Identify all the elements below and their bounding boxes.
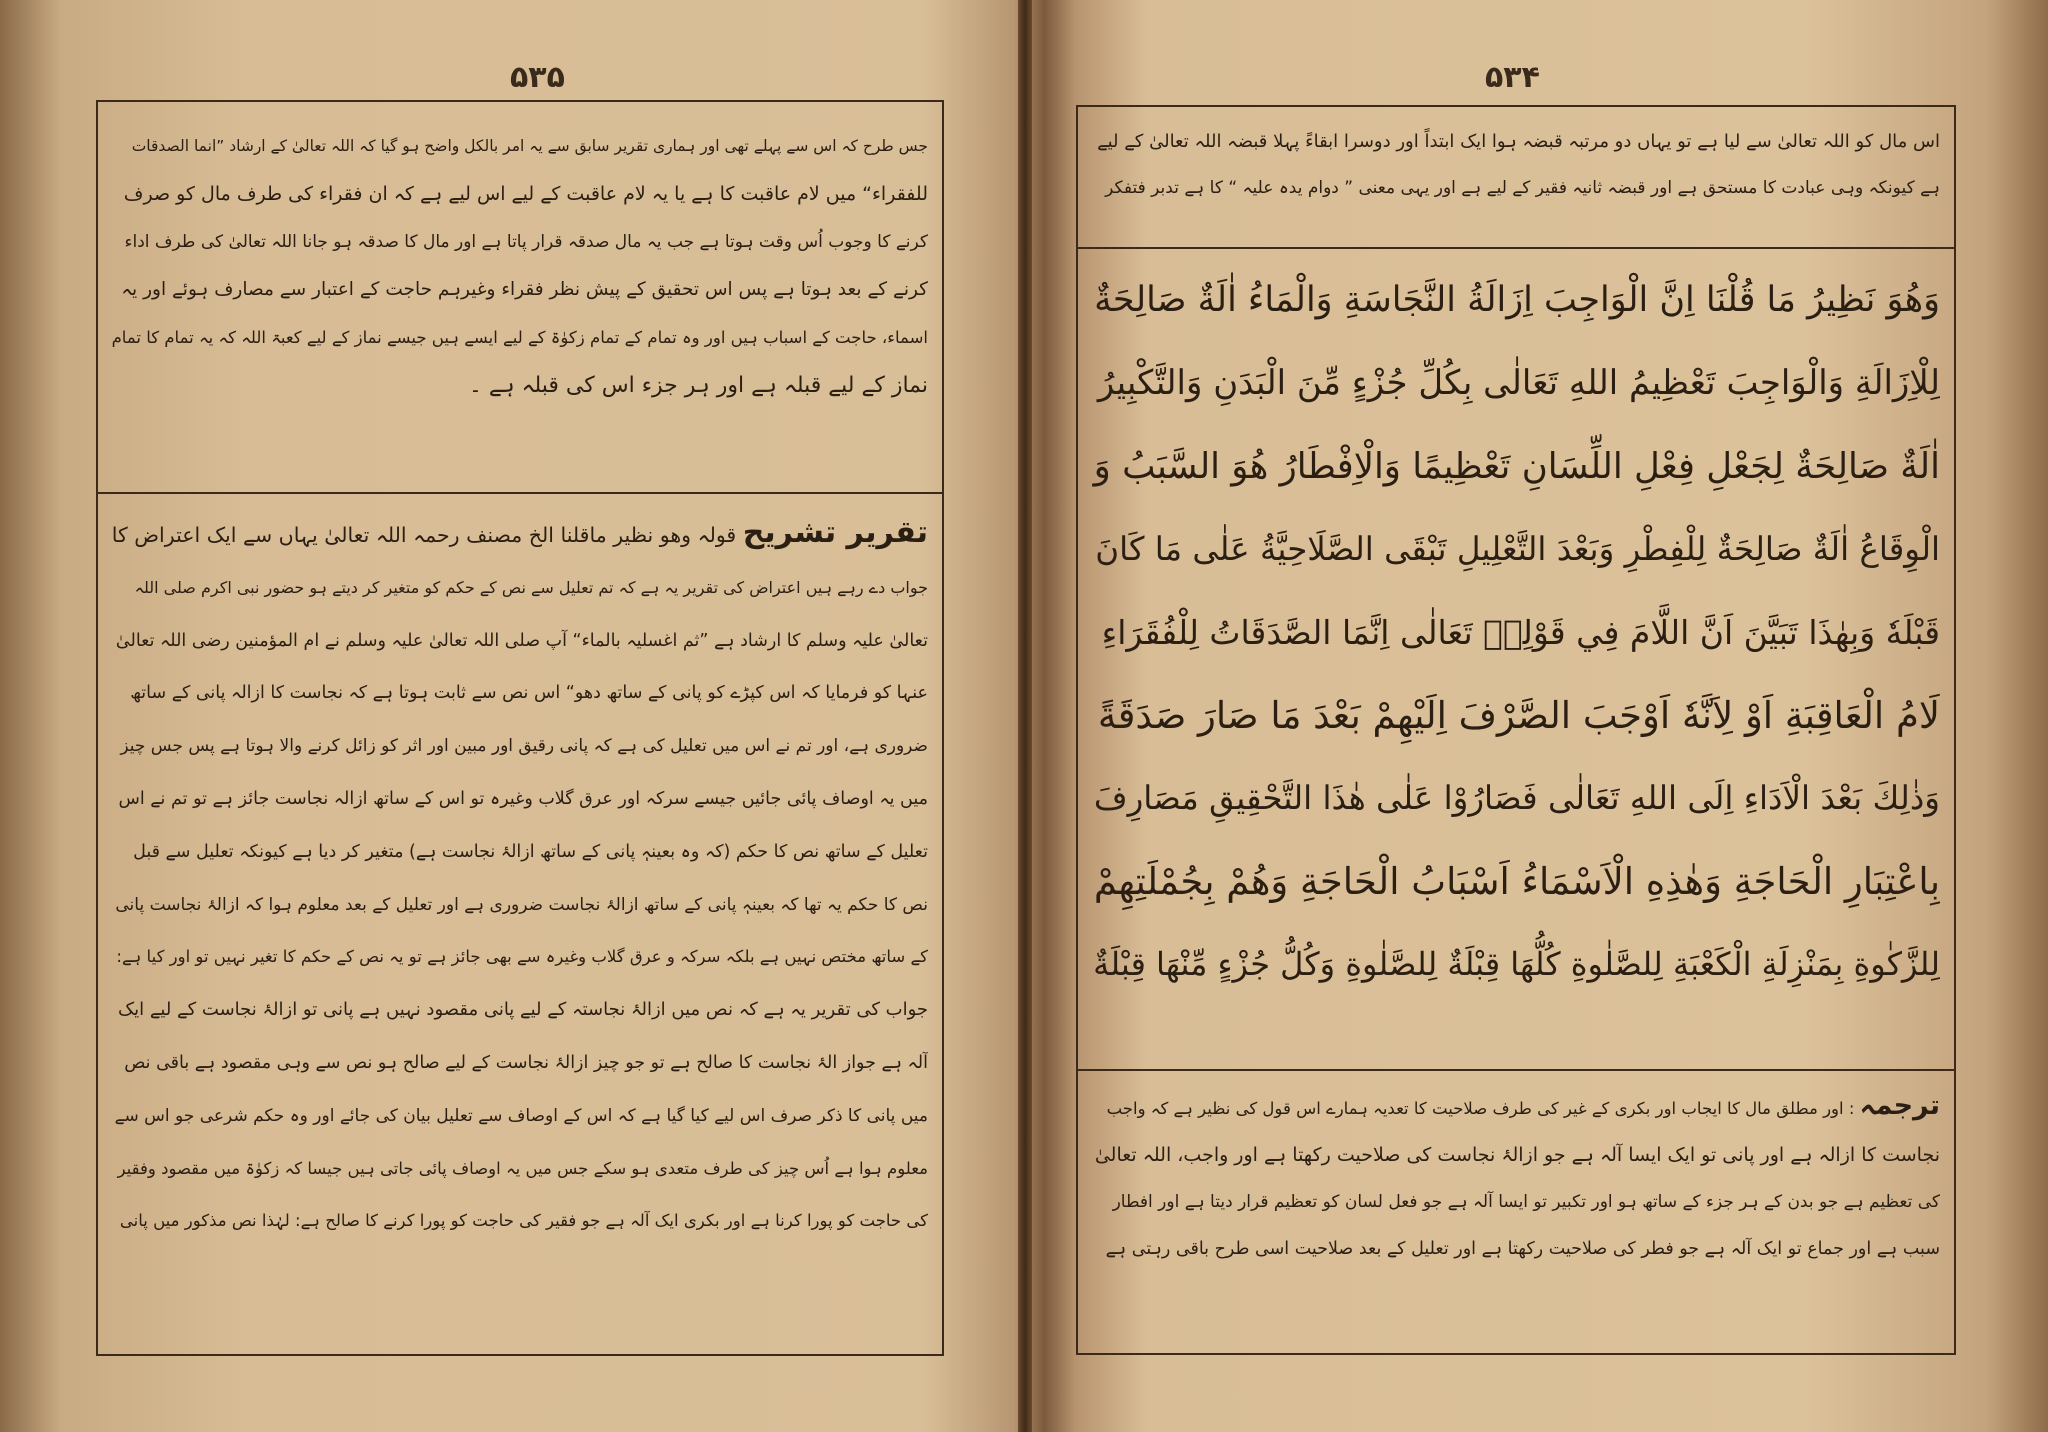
text-line: میں پانی کا ذکر صرف اس لیے کیا گیا ہے کہ اس کے اوصاف سے تعلیل بیان کی جائے اور وہ حکم شرعی جو اس سے [114,1105,928,1126]
arabic-line: اٰلَةٌ صَالِحَةٌ لِجَعْلِ فِعْلِ اللِّسَانِ تَعْظِيمًا وَالْاِفْطَارُ هُوَ السَّبَبُ وَ [1093,446,1940,487]
text-line: کرنے کا وجوب اُس وقت ہوتا ہے جب یہ مال صدقہ قرار پاتا ہے اور مال کا صدقہ ہو جانا اللہ تعالیٰ کی طرف اداء [124,232,928,252]
text-line: تعلیل کے ساتھ نص کا حکم (کہ وہ بعینہٖ پانی کے ساتھ ازالۂ نجاست ہے) متغیر کر دیا ہے کیونکہ تعلیل سے قبل [133,841,928,862]
text-line: عنہا کو فرمایا کہ اس کپڑے کو پانی کے ساتھ دھو“ اس نص سے ثابت ہوتا ہے کہ نجاست کا ازالہ پانی کے ساتھ [130,683,928,704]
text-line: اس مال کو اللہ تعالیٰ سے لیا ہے تو یہاں دو مرتبہ قبضہ ہوا ایک ابتداً اور دوسرا ابقاءً پہلا قبضہ اللہ تعالیٰ کے لیے [1097,131,1940,152]
commentary-intro: قولہ وھو نظیر ماقلنا الخ مصنف رحمہ اللہ تعالیٰ یہاں سے ایک اعتراض کا [112,523,737,547]
text-line: اسماء، حاجت کے اسباب ہیں اور وہ تمام کے تمام زکوٰۃ کے لیے ایسے ہیں جیسے نماز کے لیے کعبۃ اللہ کہ یہ تمام کا تمام [112,328,928,347]
divider [1078,247,1954,249]
text-line: کے ساتھ مختص نہیں ہے بلکہ سرکہ و عرق گلاب وغیرہ سے بھی جائز ہے تو یہ نص کے حکم کا تغیر نہیں تو اور کیا ہے: [116,947,928,967]
text-line: معلوم ہوا ہے اُس چیز کی طرف متعدی ہو سکے جس میں یہ اوصاف پائی جاتی ہیں جیسا کہ زکوٰۃ میں مقصود وفقیر [117,1158,928,1178]
arabic-text-box [1078,259,1954,1179]
arabic-line: قَبْلَهٗ وَبِهٰذَا تَبَيَّنَ اَنَّ اللَّامَ فِي قَوْلِهٖ تَعَالٰى اِنَّمَا الصَّدَقَاتُ لِلْفُقَرَاءِ [1101,613,1940,652]
continued-translation-box [98,122,942,562]
commentary-box [98,507,942,1342]
arabic-line: لَامُ الْعَاقِبَةِ اَوْ لِاَنَّهٗ اَوْجَبَ الصَّرْفَ اِلَيْهِمْ بَعْدَ مَا صَارَ صَدَقَةً [1097,694,1940,737]
text-line: جواب کی تقریر یہ ہے کہ نص میں ازالۂ نجاستہ کے لیے پانی مقصود نہیں ہے پانی تو ازالۂ نجاست کے لیے ایک [118,999,928,1021]
translation-first: : اور مطلق مال کا ایجاب اور بکری کے غیر کی طرف صلاحیت کا تعدیہ ہمارے اس قول کی نظیر ہے کہ واجب [1106,1099,1855,1118]
text-line: کی حاجت کو پورا کرنا ہے اور بکری ایک آلہ ہے جو فقیر کی حاجت کو پورا کرنے کا صالح ہے: لہٰذا نص مذکور میں پانی [119,1211,928,1231]
text-line: میں یہ اوصاف پائی جائیں جیسے سرکہ اور عرق گلاب وغیرہ تو اس کے ساتھ ازالہ نجاست جائز ہے تو تم نے اس [118,788,928,809]
page-number: ۵۳۴ [1485,60,1540,95]
divider [98,492,942,494]
text-line: آلہ ہے جواز الۂ نجاست کا صالح ہے تو جو چیز ازالۂ نجاست کے لیے صالح ہو نص سے وہی مقصود ہے باقی نص [124,1052,928,1073]
commentary-heading: تقریر تشریح [742,515,928,550]
arabic-line: بِاعْتِبَارِ الْحَاجَةِ وَهٰذِهِ الْاَسْمَاءُ اَسْبَابُ الْحَاجَةِ وَهُمْ بِجُمْلَتِهِمْ [1093,860,1940,903]
right-page [1030,0,2048,1432]
text-line: للفقراء“ میں لام عاقبت کا ہے یا یہ لام عاقبت کے لیے اس لیے ہے کہ ان فقراء کی طرف مال کو صرف [123,183,928,205]
arabic-line: الْوِقَاعُ اٰلَةٌ صَالِحَةٌ لِلْفِطْرِ وَبَعْدَ التَّعْلِيلِ تَبْقَى الصَّلَاحِيَّةُ عَلٰى مَا كَانَ [1095,530,1940,568]
text-frame [1076,105,1956,1355]
translation-first-line [1092,1082,1940,1132]
divider [1078,1069,1954,1071]
text-line: جواب دے رہے ہیں اعتراض کی تقریر یہ ہے کہ تم تعلیل سے نص کے حکم کو متغیر کر دیتے ہو حضور نبی اکرم صلی اللہ [134,577,928,597]
text-line: ہے کیونکہ وہی عبادت کا مستحق ہے اور قبضہ ثانیہ فقیر کے لیے ہے اور یہی معنی ” دوام یدہ علیہ “ کا ہے تدبر فتفکر [1105,178,1940,198]
translation-box [1078,1082,1954,1342]
arabic-line: وَذٰلِكَ بَعْدَ الْاَدَاءِ اِلَى اللهِ تَعَالٰى فَصَارُوْا عَلٰى هٰذَا التَّحْقِيقِ مَصَارِفَ [1093,779,1940,817]
text-line: تعالیٰ علیہ وسلم کا ارشاد ہے ”ثم اغسلیہ بالماء“ آپ صلی اللہ تعالیٰ علیہ وسلم نے ام المؤمنین رضی اللہ تعالیٰ [115,630,928,651]
arabic-line: لِلْاِزَالَةِ وَالْوَاجِبَ تَعْظِيمُ اللهِ تَعَالٰى بِكُلِّ جُزْءٍ مِّنَ الْبَدَنِ وَالتَّكْبِيرُ [1097,363,1940,403]
text-line: ضروری ہے، اور تم نے اس میں تعلیل کی ہے کہ پانی رقیق اور مبین اور اثر کو زائل کرنے والا ہوتا ہے پس جس چیز [120,736,928,757]
arabic-line: وَهُوَ نَظِيرُ مَا قُلْنَا اِنَّ الْوَاجِبَ اِزَالَةُ النَّجَاسَةِ وَالْمَاءُ اٰلَةٌ صَالِحَةٌ [1094,280,1940,320]
text-line: کی تعظیم ہے جو بدن کے ہر جزء کے ساتھ ہو اور تکبیر تو ایسا آلہ ہے جو فعل لسان کو تعظیم قرار دیتا ہے اور افطار [1112,1192,1940,1212]
left-page [0,0,1020,1432]
text-line: نجاست کا ازالہ ہے اور پانی تو ایک ایسا آلہ ہے جو ازالۂ نجاست کی صلاحیت رکھتا ہے اور واجب، اللہ تعالیٰ [1094,1144,1940,1166]
text-line: نص کا حکم یہ تھا کہ بعینہٖ پانی کے ساتھ ازالۂ نجاست ضروری ہے اور تعلیل کے بعد معلوم ہوا کہ ازالۂ نجاست پانی [115,894,928,915]
page-number: ۵۳۵ [510,60,565,95]
commentary-intro-line [112,507,928,562]
text-line: نماز کے لیے قبلہ ہے اور ہر جزء اس کی قبلہ ہے ۔ [468,373,928,398]
translation-label: ترجمہ [1859,1090,1940,1121]
arabic-line: لِلزَّكٰوةِ بِمَنْزِلَةِ الْكَعْبَةِ لِلصَّلٰوةِ كُلُّهَا قِبْلَةٌ لِلصَّلٰوةِ وَكُلُّ جُزْءٍ مِّنْهَا قِبْلَةٌ [1093,945,1940,983]
text-frame [96,100,944,1356]
text-line: کرنے کے بعد ہوتا ہے پس اس تحقیق کے پیش نظر فقراء وغیرہم حاجت کے اعتبار سے مصارف ہوئے اور یہ [121,279,928,300]
text-line: سبب ہے اور جماع تو ایک آلہ ہے جو فطر کی صلاحیت رکھتا ہے اور تعلیل کے بعد صلاحیت اسی طرح باقی رہتی ہے [1105,1239,1940,1259]
text-line: جس طرح کہ اس سے پہلے تھی اور ہماری تقریر سابق سے یہ امر بالکل واضح ہو گیا کہ اللہ تعالیٰ کے ارشاد ”انما الصدقات [131,137,928,155]
